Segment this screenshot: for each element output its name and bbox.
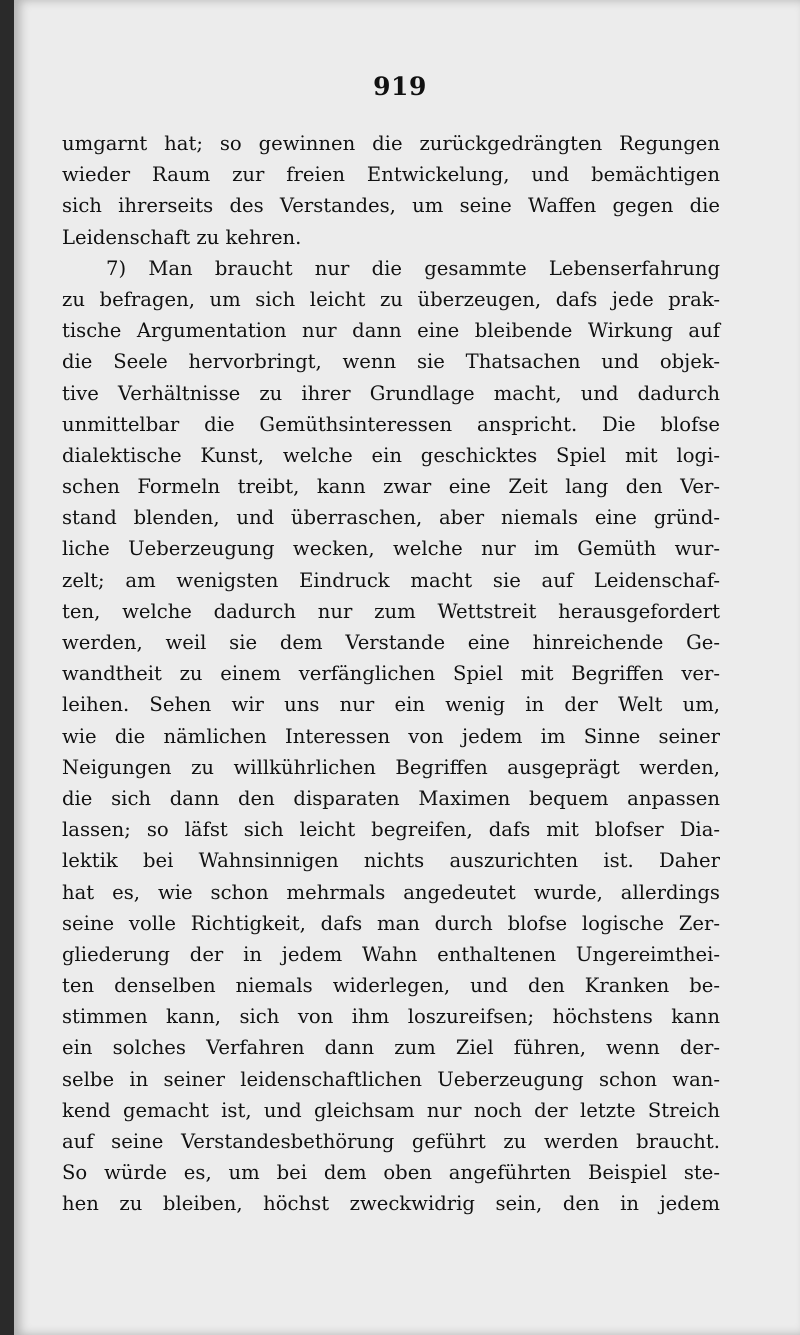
body-text	[62, 128, 720, 1220]
text-line: unmittelbar die Gemüthsinteressen anspricht. Die blofse	[62, 412, 720, 436]
text-line: stand blenden, und überraschen, aber niemals eine gründ-	[62, 506, 720, 530]
text-line: hen zu bleiben, höchst zweckwidrig sein, den in jedem	[62, 1192, 720, 1216]
text-line: 7) Man braucht nur die gesammte Lebenserfahrung	[106, 256, 720, 280]
text-line: ein solches Verfahren dann zum Ziel führen, wenn der-	[62, 1036, 720, 1060]
text-line: ten denselben niemals widerlegen, und den Kranken be-	[62, 974, 720, 998]
text-line: wie die nämlichen Interessen von jedem im Sinne seiner	[62, 724, 720, 748]
text-line: stimmen kann, sich von ihm loszureifsen; höchstens kann	[62, 1005, 720, 1029]
text-line: Neigungen zu willkührlichen Begriffen ausgeprägt werden,	[62, 755, 720, 779]
book-page	[14, 0, 800, 1335]
text-line: auf seine Verstandesbethörung geführt zu werden braucht.	[62, 1130, 720, 1153]
text-line: die Seele hervorbringt, wenn sie Thatsachen und objek-	[62, 350, 720, 374]
text-line: selbe in seiner leidenschaftlichen Ueberzeugung schon wan-	[62, 1067, 720, 1091]
text-line: lassen; so läfst sich leicht begreifen, dafs mit blofser Dia-	[62, 818, 720, 842]
text-line: umgarnt hat; so gewinnen die zurückgedrängten Regungen	[62, 132, 720, 155]
text-line: ten, welche dadurch nur zum Wettstreit herausgefordert	[62, 599, 720, 623]
text-line: Leidenschaft zu kehren.	[62, 225, 302, 249]
text-line: dialektische Kunst, welche ein geschicktes Spiel mit logi-	[62, 443, 720, 467]
text-line: die sich dann den disparaten Maximen bequem anpassen	[62, 786, 720, 810]
text-line: leihen. Sehen wir uns nur ein wenig in der Welt um,	[62, 693, 720, 717]
text-line: zelt; am wenigsten Eindruck macht sie auf Leidenschaf-	[62, 568, 720, 592]
text-line: sich ihrerseits des Verstandes, um seine Waffen gegen die	[62, 194, 720, 218]
text-line: wieder Raum zur freien Entwickelung, und bemächtigen	[62, 163, 720, 187]
text-line: seine volle Richtigkeit, dafs man durch blofse logische Zer-	[62, 911, 720, 935]
text-line: schen Formeln treibt, kann zwar eine Zeit lang den Ver-	[62, 475, 720, 499]
text-line: kend gemacht ist, und gleichsam nur noch der letzte Streich	[62, 1098, 720, 1122]
text-line: lektik bei Wahnsinnigen nichts auszurichten ist. Daher	[62, 849, 720, 873]
text-line: wandtheit zu einem verfänglichen Spiel mit Begriffen ver-	[62, 662, 720, 686]
text-line: tive Verhältnisse zu ihrer Grundlage macht, und dadurch	[62, 381, 720, 405]
text-line: gliederung der in jedem Wahn enthaltenen Ungereimthei-	[62, 942, 720, 966]
text-line: hat es, wie schon mehrmals angedeutet wurde, allerdings	[62, 880, 720, 904]
text-line: tische Argumentation nur dann eine bleibende Wirkung auf	[62, 319, 720, 343]
page-number: 919	[373, 72, 427, 101]
text-line: So würde es, um bei dem oben angeführten Beispiel ste-	[62, 1161, 720, 1185]
text-line: liche Ueberzeugung wecken, welche nur im Gemüth wur-	[62, 537, 720, 561]
text-line: werden, weil sie dem Verstande eine hinreichende Ge-	[62, 631, 720, 654]
text-line: zu befragen, um sich leicht zu überzeugen, dafs jede prak-	[62, 287, 720, 311]
